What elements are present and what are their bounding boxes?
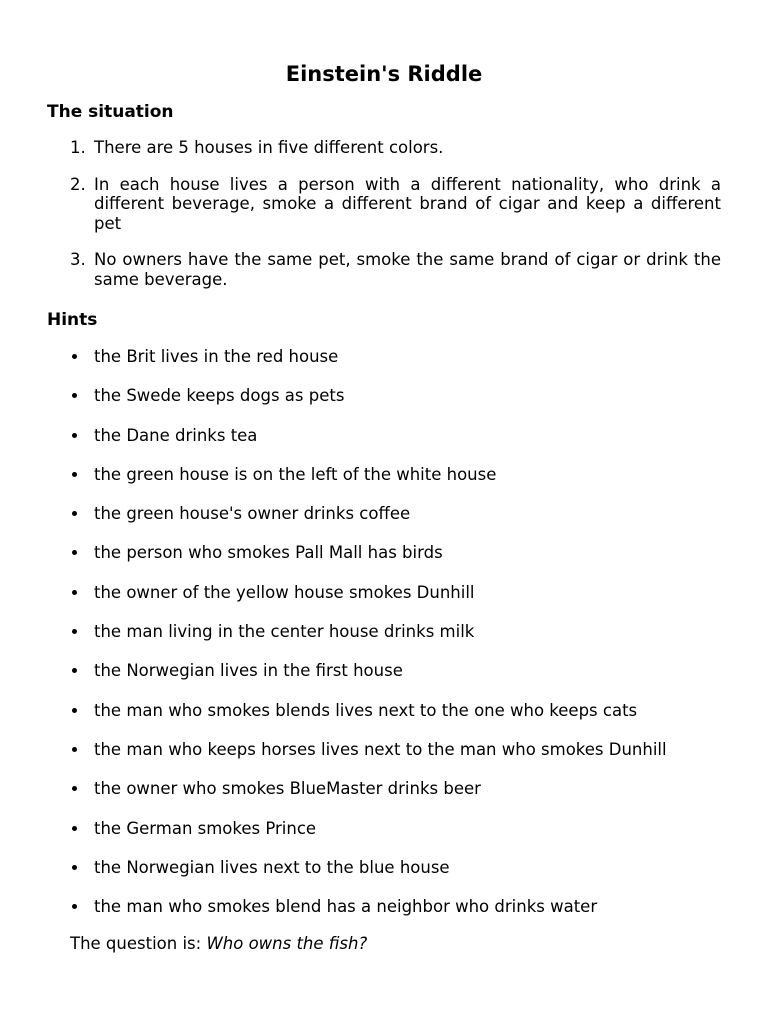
bullet-icon [72,904,77,909]
hint-text: the Norwegian lives next to the blue house [94,857,450,877]
hint-text: the Brit lives in the red house [94,347,339,366]
hint-text: the owner who smokes BlueMaster drinks beer [94,779,481,799]
hint-text: the man who smokes blends lives next to the one who keeps cats [94,700,638,720]
hint-item [0,504,768,543]
bullet-icon [72,865,77,870]
hint-item [0,426,768,465]
hint-item [0,779,768,818]
hints-list [0,347,768,936]
hint-item [0,740,768,779]
situation-item [0,138,768,158]
question-emphasis: Who owns the fish? [206,934,368,953]
bullet-icon [72,472,77,477]
question-line [70,934,367,954]
hint-item [0,661,768,700]
bullet-icon [72,511,77,516]
hint-item [0,897,768,936]
situation-item [0,250,768,289]
hint-item [0,465,768,504]
question-prefix: The question is: [70,934,207,953]
hint-text: the German smokes Prince [94,818,317,838]
bullet-icon [72,826,77,831]
hint-text: the Dane drinks tea [94,425,258,445]
hint-item [0,819,768,858]
hint-text: the man who smokes blend has a neighbor who drinks water [94,897,598,917]
hint-item [0,543,768,582]
hint-item [0,701,768,740]
hint-item [0,583,768,622]
document-title: Einstein's Riddle [285,62,483,86]
item-number: 1. [70,138,86,157]
item-number: 3. [70,250,86,269]
hint-text: the owner of the yellow house smokes Dunhill [94,582,475,602]
hint-text: the green house's owner drinks coffee [94,504,411,524]
bullet-icon [72,629,77,634]
situation-heading: The situation [47,102,174,122]
bullet-icon [72,354,77,359]
hint-text: the Norwegian lives in the first house [94,661,403,681]
hint-item [0,622,768,661]
bullet-icon [72,668,77,673]
hint-item [0,386,768,425]
hint-text: the man living in the center house drinks milk [94,622,475,642]
item-number: 2. [70,174,86,194]
hints-heading: Hints [47,310,98,330]
hint-item [0,858,768,897]
bullet-icon [72,786,77,791]
bullet-icon [72,550,77,555]
bullet-icon [72,590,77,595]
item-text: In each house lives a person with a different nationality, who drink a different beverage, smoke a different brand of cigar and keep a different pet [94,174,721,233]
situation-item [0,175,768,234]
hint-text: the green house is on the left of the white house [94,464,497,484]
hint-text: the man who keeps horses lives next to the man who smokes Dunhill [94,739,667,759]
bullet-icon [72,433,77,438]
item-text: No owners have the same pet, smoke the same brand of cigar or drink the same beverage. [94,250,721,289]
hint-text: the Swede keeps dogs as pets [94,386,345,406]
item-text: There are 5 houses in five different colors. [94,138,444,157]
bullet-icon [72,747,77,752]
bullet-icon [72,708,77,713]
bullet-icon [72,393,77,398]
situation-list [0,138,768,306]
hint-text: the person who smokes Pall Mall has birds [94,543,443,563]
hint-item [0,347,768,386]
